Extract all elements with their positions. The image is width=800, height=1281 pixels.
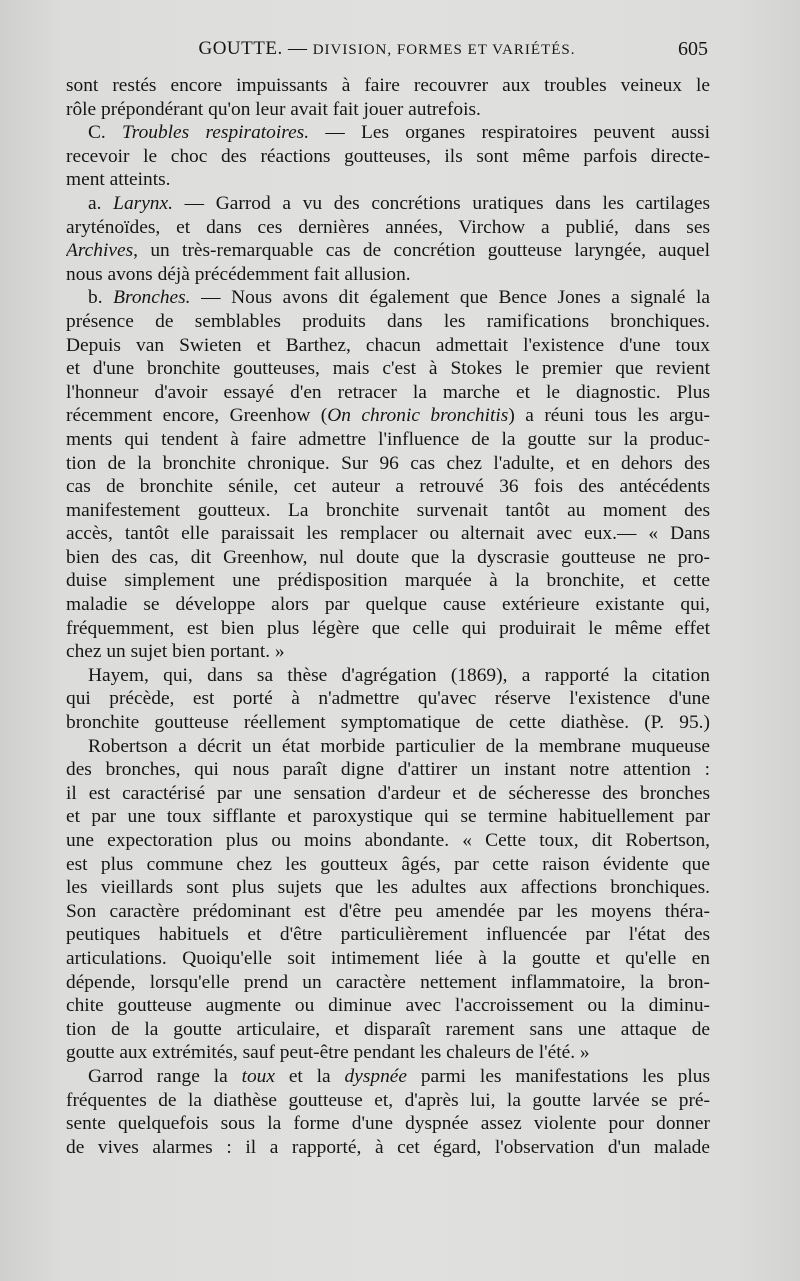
text-line: tion de la goutte articulaire, et disparaît rarement sans une attaque de — [66, 1018, 710, 1040]
text-line: ments qui tendent à faire admettre l'influence de la goutte sur la produc- — [66, 428, 710, 450]
text-line: sente quelquefois sous la forme d'une dyspnée assez violente pour donner — [66, 1113, 710, 1135]
text-line: et par une toux sifflante et paroxystique qui se termine habituellement par — [66, 806, 710, 828]
text-line: Depuis van Swieten et Barthez, chacun admettait l'existence d'une toux — [66, 334, 710, 356]
text-line: manifestement goutteux. La bronchite survenait tantôt au moment des — [66, 499, 710, 521]
text-line: goutte aux extrémités, sauf peut-être pendant les chaleurs de l'été. » — [66, 1042, 590, 1064]
text-line: articulations. Quoiqu'elle soit intimement liée à la goutte et qu'elle en — [66, 947, 710, 969]
text-line: sont restés encore impuissants à faire recouvrer aux troubles veineux le — [66, 75, 710, 96]
italic-span: Archives — [66, 240, 134, 262]
text-line: les vieillards sont plus sujets que les adultes aux affections bronchiques. — [66, 877, 710, 899]
text-line: Archives, un très-remarquable cas de concrétion goutteuse laryngée, auquel — [66, 240, 710, 262]
text-line: chez un sujet bien portant. » — [66, 641, 285, 663]
text-line: cas de bronchite sénile, cet auteur a retrouvé 36 fois des antécédents — [66, 476, 710, 498]
text-line: b. Bronches. — Nous avons dit également que Bence Jones a signalé la — [88, 287, 710, 309]
page-header — [66, 38, 708, 66]
text-line: chite goutteuse augmente ou diminue avec l'accroissement ou la diminu- — [66, 995, 710, 1017]
page-number: 605 — [678, 38, 708, 60]
text-line: accès, tantôt elle paraissait les remplacer ou alternait avec eux.— « Dans — [66, 523, 710, 545]
text-line: Hayem, qui, dans sa thèse d'agrégation (1869), a rapporté la citation — [88, 664, 710, 686]
text-line: Robertson a décrit un état morbide particulier de la membrane muqueuse — [88, 735, 710, 757]
text-line: peutiques habituels et d'être particulièrement influencée par l'état des — [66, 924, 710, 946]
text-line: il est caractérisé par une sensation d'ardeur et de sécheresse des bronches — [66, 782, 710, 804]
text-line: rôle prépondérant qu'on leur avait fait jouer autrefois. — [66, 98, 481, 120]
running-title — [66, 38, 708, 60]
italic-span: Bronches. — [113, 287, 191, 309]
italic-span: toux — [241, 1065, 275, 1087]
running-title-main: GOUTTE. — — [198, 38, 308, 59]
italic-span: On chronic bronchitis — [327, 405, 509, 427]
text-line: l'honneur d'avoir essayé d'en retracer la marche et le diagnostic. Plus — [66, 381, 710, 403]
text-line: duise simplement une prédisposition marquée à la bronchite, et cette — [66, 570, 710, 592]
text-line: recevoir le choc des réactions goutteuses, ils sont même parfois directe- — [66, 145, 710, 167]
text-line: une expectoration plus ou moins abondante. « Cette toux, dit Robertson, — [66, 830, 710, 851]
text-line: fréquentes de la diathèse goutteuse et, d'après lui, la goutte larvée se pré- — [66, 1089, 710, 1111]
italic-span: dyspnée — [344, 1065, 407, 1087]
text-line: C. Troubles respiratoires. — Les organes respiratoires peuvent aussi — [88, 122, 710, 144]
italic-span: Larynx. — [113, 192, 173, 214]
text-line: est plus commune chez les goutteux âgés, par cette raison évidente que — [66, 853, 710, 875]
text-line: bien des cas, dit Greenhow, nul doute que la dyscrasie goutteuse ne pro- — [66, 546, 710, 568]
text-line: de vives alarmes : il a rapporté, à cet égard, l'observation d'un malade — [66, 1136, 710, 1158]
text-line: dépende, lorsqu'elle prend un caractère nettement inflammatoire, la bron- — [66, 971, 710, 993]
text-line: qui précède, est porté à n'admettre qu'avec réserve l'existence d'une — [66, 688, 710, 710]
text-line: présence de semblables produits dans les ramifications bronchiques. — [66, 310, 710, 332]
body-text — [66, 74, 710, 1159]
text-line: fréquemment, est bien plus légère que celle qui produirait le même effet — [66, 617, 710, 639]
text-line: Son caractère prédominant est d'être peu amendée par les moyens théra- — [66, 900, 710, 922]
text-line: tion de la bronchite chronique. Sur 96 cas chez l'adulte, et en dehors des — [66, 452, 710, 474]
text-line: récemment encore, Greenhow (On chronic bronchitis) a réuni tous les argu- — [66, 405, 710, 427]
text-line: maladie se développe alors par quelque cause extérieure existante qui, — [66, 594, 710, 616]
italic-span: Troubles respiratoires. — [122, 122, 310, 144]
text-line: a. Larynx. — Garrod a vu des concrétions uratiques dans les cartilages — [88, 192, 710, 214]
running-title-sub: DIVISION, FORMES ET VARIÉTÉS. — [312, 42, 576, 58]
text-line: nous avons déjà précédemment fait allusion. — [66, 263, 411, 285]
text-line: aryténoïdes, et dans ces dernières années, Virchow a publié, dans ses — [66, 216, 710, 238]
text-line: ment atteints. — [66, 169, 171, 191]
text-line: et d'une bronchite goutteuses, mais c'est à Stokes le premier que revient — [66, 358, 710, 380]
text-line: des bronches, qui nous paraît digne d'attirer un instant notre attention : — [66, 759, 710, 781]
text-line: bronchite goutteuse réellement symptomatique de cette diathèse. (P. 95.) — [66, 712, 710, 734]
text-line: Garrod range la toux et la dyspnée parmi les manifestations les plus — [88, 1065, 710, 1087]
